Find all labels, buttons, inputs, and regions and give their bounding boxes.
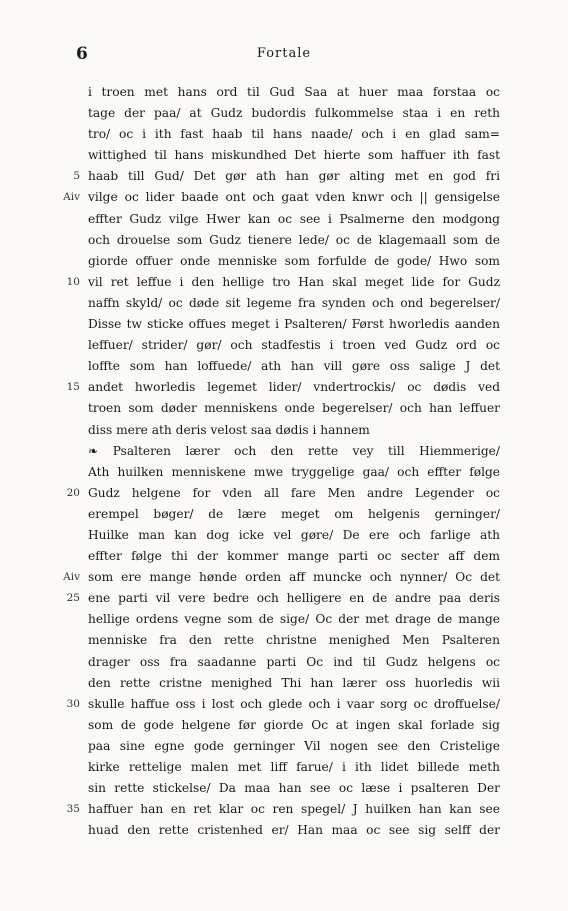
text-line [88, 609, 500, 630]
line-text: paa sine egne gode gerninger Vil nogen see den Cristelige [88, 738, 500, 753]
text-line [88, 335, 500, 356]
line-text: kirke rettelige malen met liff farue/ i ith lidet billede meth [88, 760, 500, 774]
margin-note: 30 [66, 697, 80, 710]
text-line [88, 715, 500, 736]
text-line [88, 314, 500, 335]
line-text: skulle haffue oss i lost och glede och i vaar sorg oc droffuelse/ [88, 696, 500, 711]
text-line [88, 673, 500, 694]
line-text: loffte som han loffuede/ ath han vill gøre oss salige J det [88, 359, 500, 374]
line-text: Gudz helgene for vden all fare Men andre Legender oc [88, 485, 500, 500]
line-text: haab till Gud/ Det gør ath han gør alting met en god fri [88, 169, 500, 184]
text-line [63, 187, 500, 208]
text-line [88, 356, 500, 377]
line-text: ene parti vil vere bedre och helligere en de andre paa deris [88, 591, 500, 606]
text-line [88, 82, 500, 103]
line-text: Disse tw sticke offues meget i Psalteren/ Først hworledis aanden [88, 317, 500, 332]
text-line [73, 166, 500, 187]
margin-note: Aiv [63, 191, 80, 204]
running-head: Fortale [256, 46, 312, 61]
line-text: Ath huilken menniskene mwe tryggelige gaa/ och effter følge [88, 464, 500, 479]
margin-note: 10 [66, 275, 80, 288]
line-text: tro/ oc i ith fast haab til hans naade/ och i en glad sam= [88, 127, 500, 142]
text-line [88, 736, 500, 757]
margin-note: Aiv [63, 571, 80, 584]
line-text: vilge oc lider baade ont och gaat vden knwr och || gensigelse [88, 190, 500, 205]
line-text: som de gode helgene før giorde Oc at ingen skal forlade sig [88, 717, 500, 732]
line-text: effter Gudz vilge Hwer kan oc see i Psalmerne den modgong [88, 211, 500, 226]
line-text: sin rette stickelse/ Da maa han see oc læse i psalteren Der [88, 781, 500, 796]
line-text: wittighed til hans miskundhed Det hierte som haffuer ith fast [88, 148, 500, 163]
line-text: ❧ Psalteren lærer och den rette vey till Hiemmerige/ [88, 443, 500, 458]
line-text: som ere mange hønde orden aff muncke och nynner/ Oc det [88, 570, 500, 585]
text-line [88, 820, 500, 841]
line-text: erempel bøger/ de lære meget om helgenis gerninger/ [88, 506, 500, 521]
line-text: huad den rette cristenhed er/ Han maa oc see sig selff der [88, 823, 500, 838]
text-line [88, 251, 500, 272]
text-line [66, 483, 500, 504]
text-line [88, 398, 500, 419]
line-text: hellige ordens vegne som de sige/ Oc der met drage de mange [88, 612, 500, 627]
text-line [88, 546, 500, 567]
text-line [66, 588, 500, 609]
text-line [88, 630, 500, 651]
line-text: leffuer/ strider/ gør/ och stadfestis i troen ved Gudz ord oc [88, 338, 500, 353]
line-text: haffuer han en ret klar oc ren spegel/ J huilken han kan see [88, 802, 500, 817]
line-text: effter følge thi der kommer mange parti oc secter aff dem [88, 549, 500, 564]
text-line [88, 757, 500, 778]
line-text: drager oss fra saadanne parti Oc ind til Gudz helgens oc [88, 654, 500, 669]
text-line [63, 567, 500, 588]
text-line [88, 462, 500, 483]
line-text: och drouelse som Gudz tienere lede/ oc de klagemaall som de [88, 232, 500, 247]
text-line [88, 103, 500, 124]
margin-note: 25 [66, 592, 80, 605]
text-line [88, 124, 500, 145]
line-text: vil ret leffue i den hellige tro Han skal meget lide for Gudz [88, 274, 500, 289]
line-text: i troen met hans ord til Gud Saa at huer maa forstaa oc [88, 85, 500, 99]
text-line [66, 272, 500, 293]
text-line [66, 799, 500, 820]
line-text: tage der paa/ at Gudz budordis fulkommelse staa i en reth [88, 106, 500, 121]
line-text: andet hworledis legemet lider/ vndertrockis/ oc dødis ved [88, 380, 500, 395]
margin-note: 35 [66, 803, 80, 816]
line-text: den rette cristne menighed Thi han lærer oss huorledis wii [88, 675, 500, 690]
text-line [66, 377, 500, 398]
text-line [88, 145, 500, 166]
line-text: diss mere ath deris velost saa dødis i hannem [88, 422, 370, 437]
line-text: giorde offuer onde menniske som forfulde de gode/ Hwo som [88, 253, 500, 268]
line-text: Huilke man kan dog icke vel gøre/ De ere och farlige ath [88, 527, 500, 542]
text-line [88, 293, 500, 314]
line-text: naffn skyld/ oc døde sit legeme fra synden och ond begerelser/ [88, 295, 500, 310]
text-line [88, 504, 500, 525]
margin-note: 15 [66, 381, 80, 394]
text-line [88, 420, 500, 441]
margin-note: 20 [66, 486, 80, 499]
text-line [88, 209, 500, 230]
text-line [88, 525, 500, 546]
page-number: 6 [76, 44, 88, 64]
line-text: menniske fra den rette christne menighed Men Psalteren [88, 633, 500, 648]
text-line [88, 778, 500, 799]
text-line [88, 441, 500, 462]
text-line [88, 652, 500, 673]
line-text: troen som døder menniskens onde begerelser/ och han leffuer [88, 401, 500, 416]
margin-note: 5 [73, 170, 80, 183]
text-line [66, 694, 500, 715]
body-text [63, 82, 500, 841]
text-line [88, 230, 500, 251]
